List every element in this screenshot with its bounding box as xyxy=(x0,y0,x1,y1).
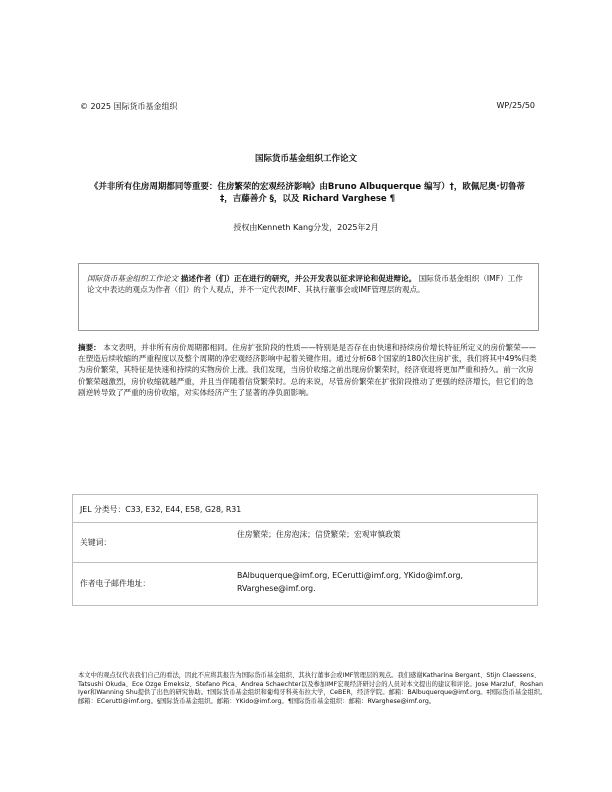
email-row xyxy=(73,563,537,605)
disclaimer-label: 国际货币基金组织工作论文 xyxy=(87,274,179,283)
disclaimer-text: 国际货币基金组织（IMF）工作论文中表达的观点为作者（们）的个人观点，并不一定代表IMF、其执行董事会或IMF管理层的观点。 xyxy=(87,274,523,294)
email-value: BAlbuquerque@imf.org, ECerutti@imf.org, YKido@imf.org, RVarghese@imf.org. xyxy=(237,571,463,593)
abstract-label: 摘要： xyxy=(78,343,101,352)
disclaimer-bold-text: 描述作者（们）正在进行的研究，并公开发表以征求评论和促进辩论。 xyxy=(178,274,417,283)
series-title: 国际货币基金组织工作论文 xyxy=(254,154,357,164)
jel-row xyxy=(73,495,537,523)
keywords-value: 住房繁荣；住房泡沫；信贷繁荣；宏观审慎政策 xyxy=(237,530,401,539)
authorization-line: 授权由Kenneth Kang分发，2025年2月 xyxy=(233,223,379,232)
jel-classification: JEL 分类号：C33, E32, E44, E58, G28, R31 xyxy=(80,505,242,514)
disclaimer-box xyxy=(78,263,539,331)
copyright-notice: © 2025 国际货币基金组织 xyxy=(80,102,178,111)
abstract xyxy=(78,342,540,398)
paper-title: 《并非所有住房周期都同等重要：住房繁荣的宏观经济影响》由Bruno Albuquerque 编写）†，欧佩尼奥·切鲁蒂 ‡，吉藤善介 §，以及 Richard Varghese ¶ xyxy=(89,182,526,204)
paper-info-table xyxy=(72,494,538,606)
keywords-row xyxy=(73,523,537,563)
abstract-text: 本文表明，并非所有房价周期都相同。住房扩张阶段的性质——特别是是否存在由快速和持续房价增长特征所定义的房价繁荣——在塑造后续收缩的严重程度以及整个周期的净宏观经济影响中起着关键作用。通过分析68个国家的180次住房扩张，我们将其中49%归类为房价繁荣，其特征是快速和持续的实物房价上涨。我们发现，当房价收缩之前出现房价繁荣时，经济衰退将更加严重和持久。前一次房价繁荣越激烈，房价收缩就越严重，并且当伴随着信贷繁荣时。总的来说，尽管房价繁荣在扩张阶段推动了更强的经济增长，但它们的急剧逆转导致了严重的房价收缩，对实体经济产生了显著的净负面影响。 xyxy=(78,343,537,397)
footnote: 本文中的观点仅代表我们自己的看法，因此不应将其报告为国际货币基金组织、其执行董事会或IMF管理层的观点。我们感谢Katharina Bergant、Stijn Claessens、Tatsushi Okuda、Ece Ozge Emeksiz、Stefano Pica、Andrea Schaechter以及参加IMF宏观经济研讨会的人员对本文提出的建议和评论。Jose Marzluf、Roshan Iyer和Wanning Shu提供了出色的研究协助。†国际货币基金组织和葡萄牙科英布拉大学，CeBER，经济学院。邮箱：BAlbuquerque@imf.org。‡国际货币基金组织。邮箱：ECerutti@imf.org。§国际货币基金组织。邮箱：YKido@imf.org。¶国际货币基金组织：邮箱：RVarghese@imf.org。 xyxy=(78,672,547,706)
email-label: 作者电子邮件地址： xyxy=(80,579,151,588)
keywords-label: 关键词： xyxy=(80,538,112,547)
working-paper-number: WP/25/50 xyxy=(496,101,535,110)
